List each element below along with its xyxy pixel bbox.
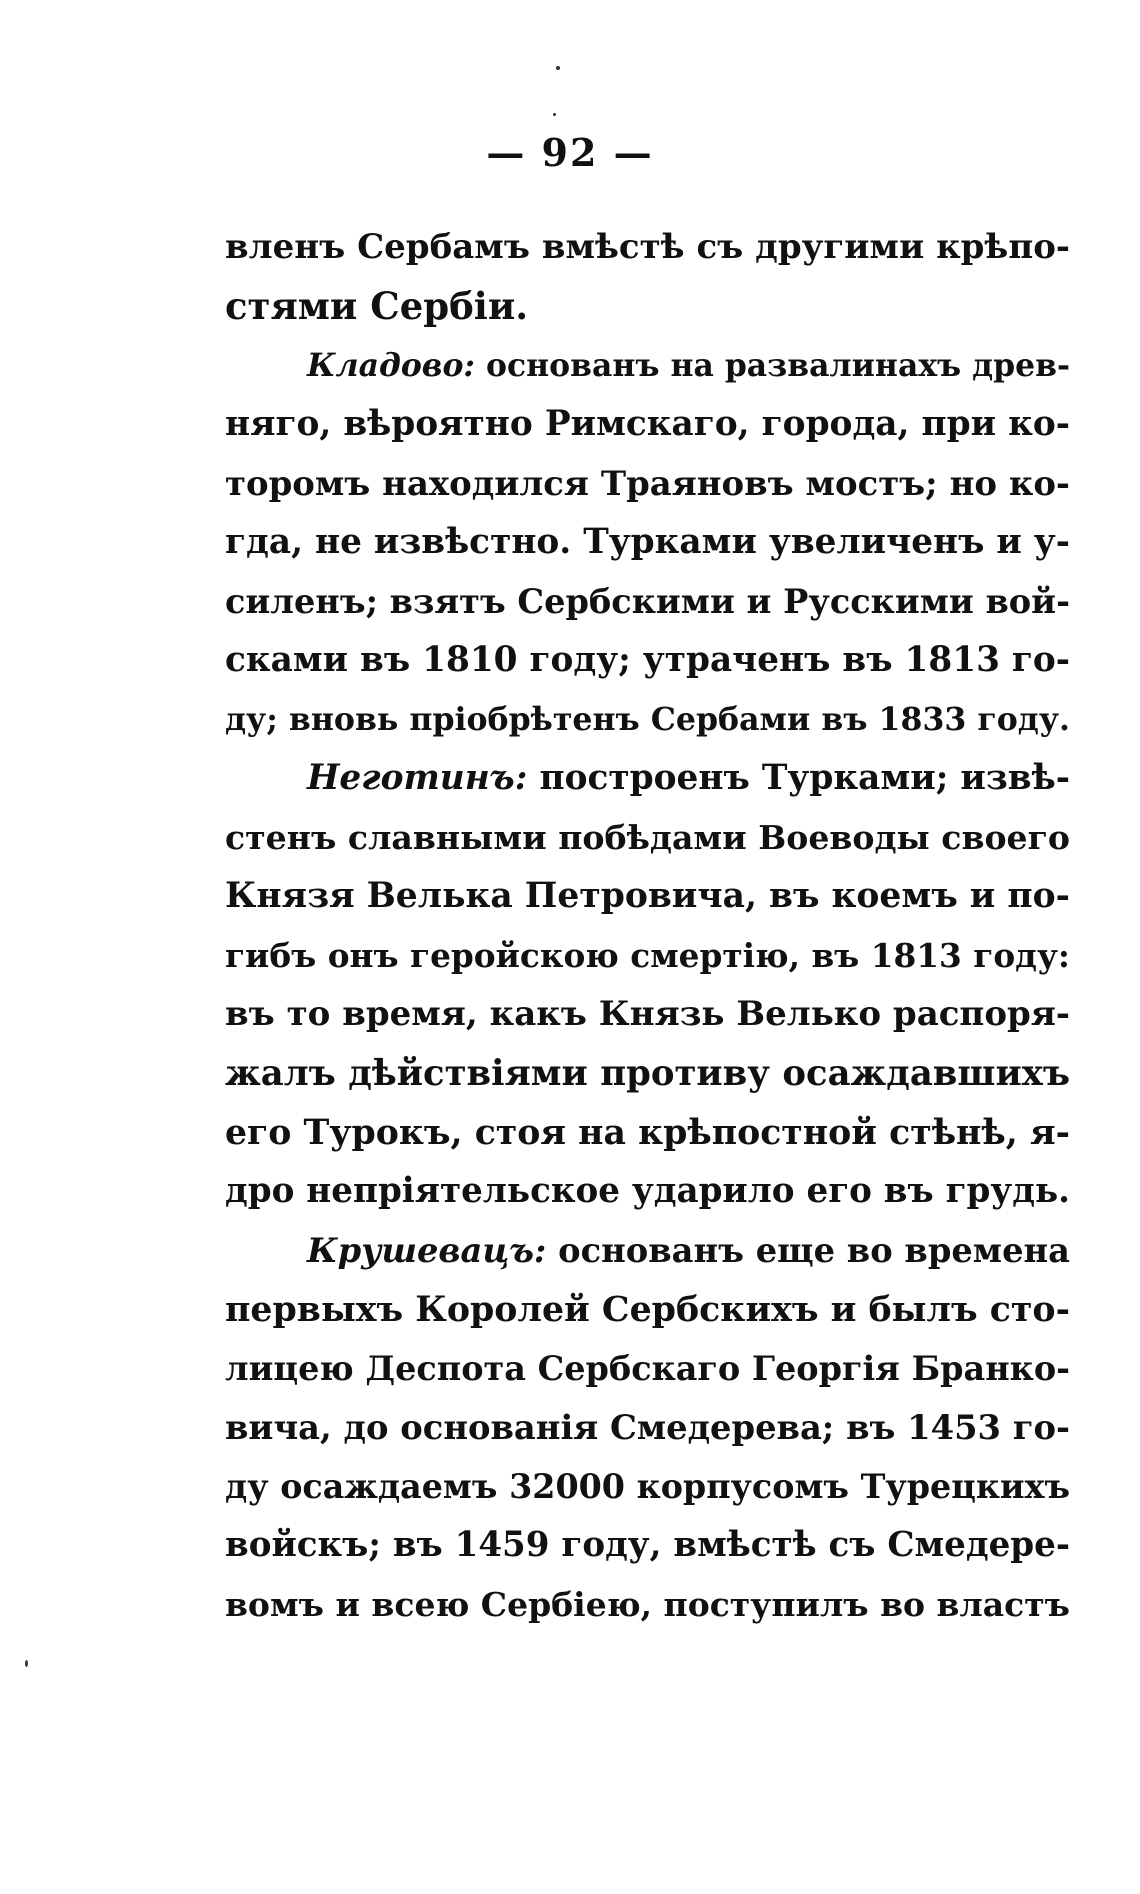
text-line: Неготинъ: построенъ Турками; извѣ- [307,758,1070,798]
page-number: — 92 — [486,130,654,175]
text-line: ду осаждаемъ 32000 корпусомъ Турецкихъ [225,1467,1070,1506]
print-speck [553,113,556,116]
text-line: торомъ находился Траяновъ мостъ; но ко- [225,463,1070,503]
text-line: Князя Велька Петровича, въ коемъ и по- [225,876,1070,916]
place-name: Неготинъ: [307,758,528,798]
text-line: стенъ славными побѣдами Воеводы своего [225,818,1070,857]
text-line: сками въ 1810 году; утраченъ въ 1813 го- [225,640,1070,680]
text-line: вомъ и всею Сербіею, поступилъ во властъ [225,1585,1070,1624]
text-line: дро непріятельское ударило его въ грудь. [225,1171,1070,1211]
text-line: войскъ; въ 1459 году, вмѣстѣ съ Смедере- [225,1525,1070,1565]
text-line: стями Сербіи. [225,284,529,328]
text-line: его Турокъ, стоя на крѣпостной стѣнѣ, я- [225,1112,1070,1153]
text-line: первыхъ Королей Сербскихъ и былъ сто- [225,1289,1070,1330]
text-line: силенъ; взятъ Сербскими и Русскими вой- [225,581,1070,621]
text-line: жалъ дѣйствіями противу осаждавшихъ [225,1053,1070,1094]
text-line: няго, вѣроятно Римскаго, города, при ко- [225,404,1070,444]
print-speck [556,66,560,70]
text-line: гда, не извѣстно. Турками увеличенъ и у- [225,522,1070,562]
place-name: Кладово: [307,347,476,384]
text-line: вленъ Сербамъ вмѣстѣ съ другими крѣпо- [225,227,1070,267]
body-text [225,218,1070,1634]
text-line: гибъ онъ геройскою смертію, въ 1813 году: [225,936,1070,975]
place-name: Крушевацъ: [307,1230,547,1270]
print-speck [25,1660,28,1667]
text-line: въ то время, какъ Князь Велько распоря- [225,994,1070,1034]
text-line: вича, до основанія Смедерева; въ 1453 го- [225,1407,1070,1447]
text-line: Кладово: основанъ на развалинахъ древ- [307,347,1070,384]
text-line: ду; вновь пріобрѣтенъ Сербами въ 1833 году. [225,701,1070,738]
text-line: Крушевацъ: основанъ еще во времена [307,1230,1070,1270]
text-line: лицею Деспота Сербскаго Георгія Бранко- [225,1349,1070,1388]
